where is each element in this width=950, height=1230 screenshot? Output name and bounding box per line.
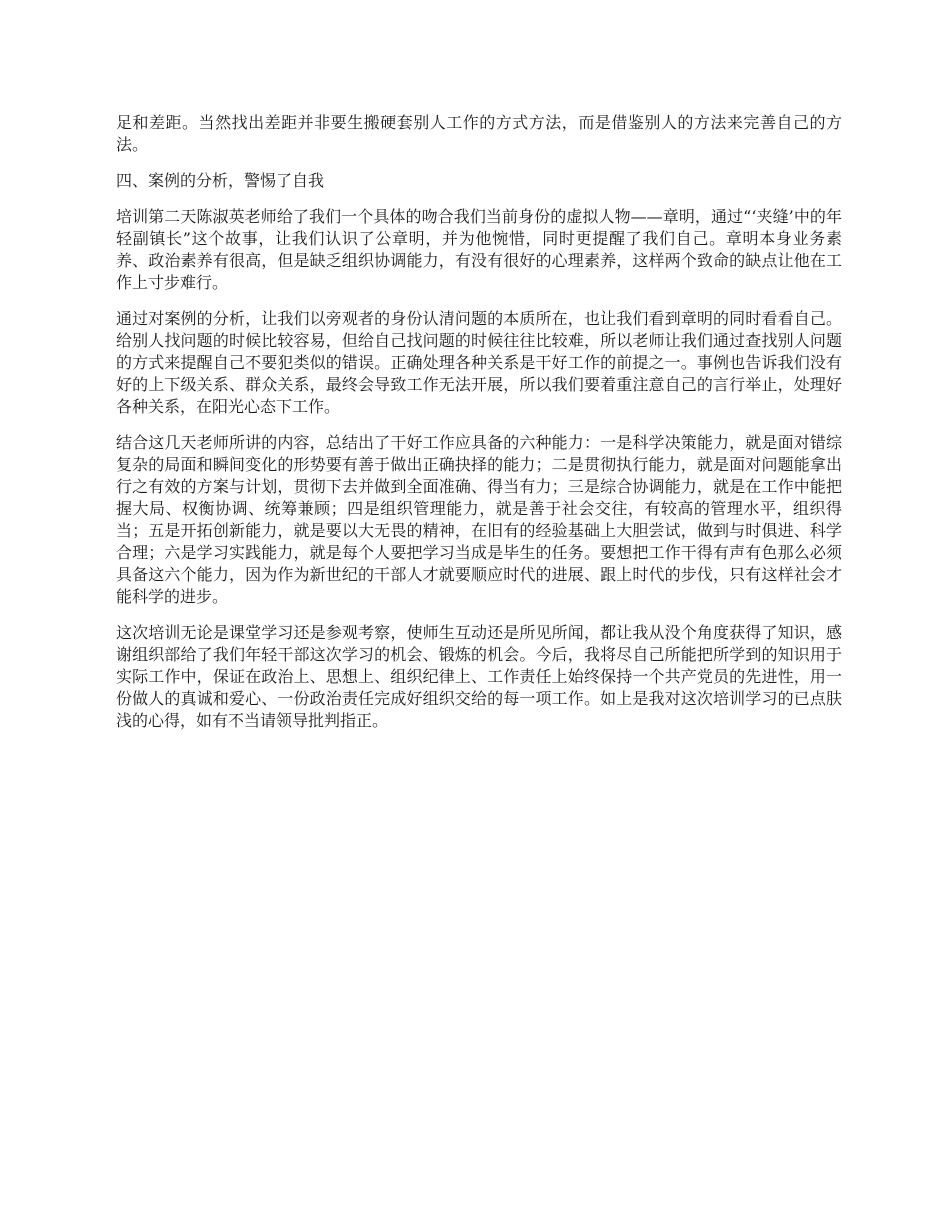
paragraph-text: 这次培训无论是课堂学习还是参观考察，使师生互动还是所见所闻，都让我从没个角度获得了知识，感谢组织部给了我们年轻干部这次学习的机会、锻炼的机会。今后，我将尽自己所能把所学到的知识用于实际工作中，保证在政治上、思想上、组织纪律上、工作责任上始终保持一个共产党员的先进性，用一份做人的真诚和爱心、一份政治责任完成好组织交给的每一项工作。如上是我对这次培训学习的已点肤浅的心得，如有不当请领导批判指正。 [116, 623, 842, 730]
paragraph-text: 培训第二天陈淑英老师给了我们一个具体的吻合我们当前身份的虚拟人物——章明，通过“‘夹缝’中的年轻副镇长”这个故事，让我们认识了公章明，并为他惋惜，同时更提醒了我们自己。章明本身业务素养、政治素养有很高，但是缺乏组织协调能力，有没有很好的心理素养，这样两个致命的缺点让他在工作上寸步难行。 [116, 207, 842, 292]
paragraph-text: 足和差距。当然找出差距并非要生搬硬套别人工作的方式方法，而是借鉴别人的方法来完善自己的方法。 [116, 113, 842, 154]
section-heading: 四、案例的分析，警惕了自我 [116, 171, 325, 190]
document-page [116, 112, 842, 746]
paragraph-text: 通过对案例的分析，让我们以旁观者的身份认清问题的本质所在，也让我们看到章明的同时看看自己。给别人找问题的时候比较容易，但给自己找问题的时候往往比较难，所以老师让我们通过查找别人问题的方式来提醒自己不要犯类似的错误。正确处理各种关系是干好工作的前提之一。事例也告诉我们没有好的上下级关系、群众关系，最终会导致工作无法开展，所以我们要着重注意自己的言行举止，处理好各种关系，在阳光心态下工作。 [116, 309, 842, 416]
paragraph-text: 结合这几天老师所讲的内容，总结出了干好工作应具备的六种能力：一是科学决策能力，就是面对错综复杂的局面和瞬间变化的形势要有善于做出正确抉择的能力；二是贯彻执行能力，就是面对问题能拿出行之有效的方案与计划，贯彻下去并做到全面准确、得当有力；三是综合协调能力，就是在工作中能把握大局、权衡协调、统筹兼顾；四是组织管理能力，就是善于社会交往，有较高的管理水平，组织得当；五是开拓创新能力，就是要以大无畏的精神，在旧有的经验基础上大胆尝试，做到与时俱进、科学合理；六是学习实践能力，就是每个人要把学习当成是毕生的任务。要想把工作干得有声有色那么必须具备这六个能力，因为作为新世纪的干部人才就要顺应时代的进展、跟上时代的步伐，只有这样社会才能科学的进步。 [116, 433, 842, 606]
